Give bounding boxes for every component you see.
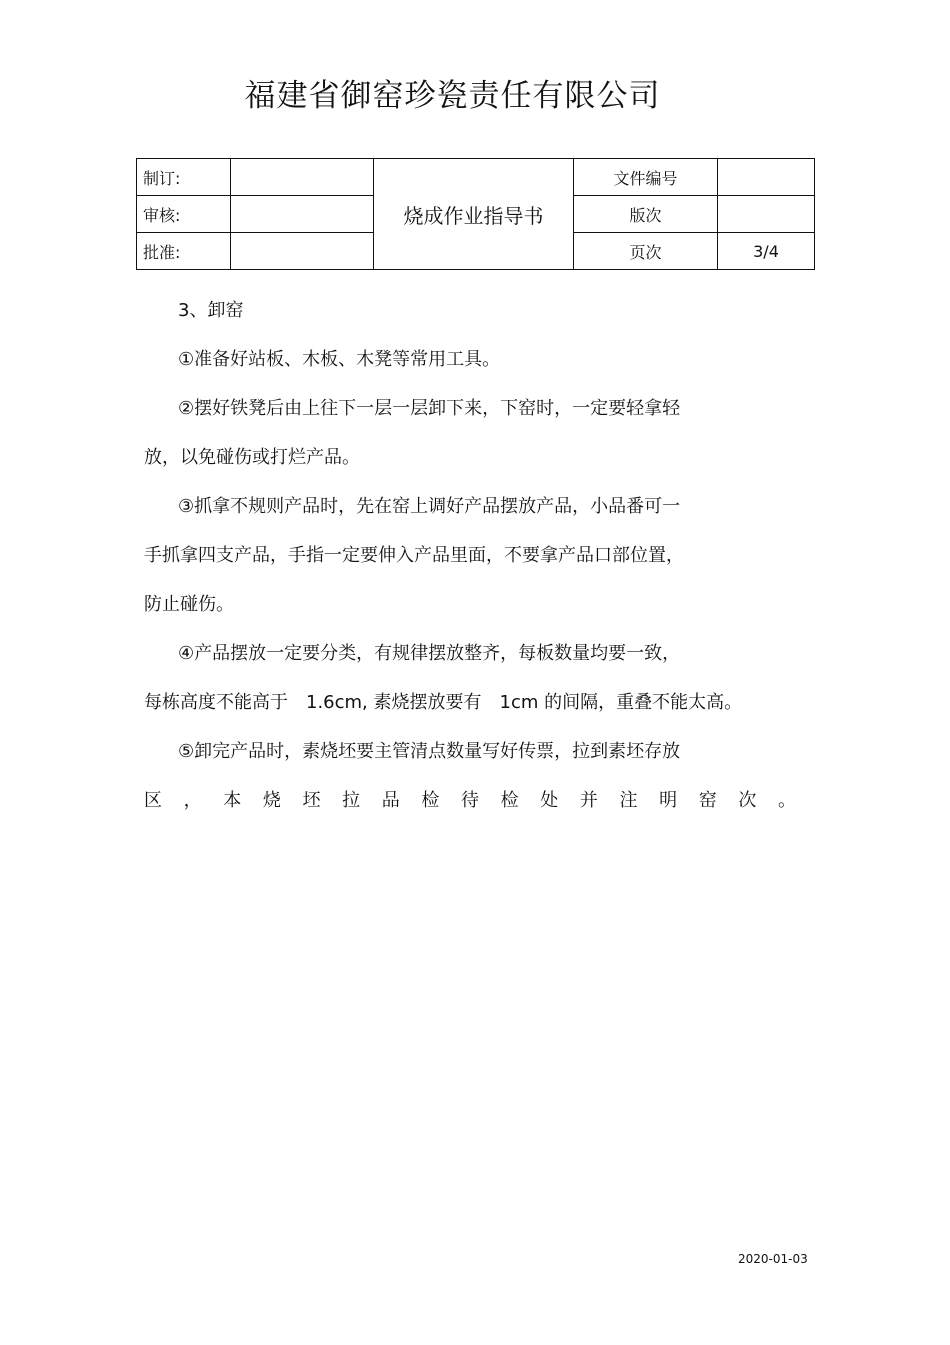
step-3-text-continued: 手抓拿四支产品，手指一定要伸入产品里面，不要拿产品口部位置， bbox=[144, 545, 684, 566]
step-5-char: 本 bbox=[223, 790, 242, 811]
page-label: 页次 bbox=[574, 233, 718, 270]
step-5-char: 处 bbox=[540, 790, 559, 811]
step-5-char: 拉 bbox=[342, 790, 361, 811]
document-title: 烧成作业指导书 bbox=[374, 159, 574, 270]
step-5-char: 并 bbox=[579, 790, 598, 811]
step-5-char: 明 bbox=[659, 790, 678, 811]
step-4-text-continued: 每栋高度不能高于 1.6cm, 素烧摆放要有 1cm 的间隔，重叠不能太高。 bbox=[144, 692, 743, 713]
step-5-char: 次 bbox=[738, 790, 757, 811]
drafted-by-label: 制订: bbox=[137, 159, 231, 196]
step-5-text: ⑤卸完产品时，素烧坯要主管清点数量写好传票，拉到素坯存放 bbox=[178, 741, 681, 762]
step-5-char: 坯 bbox=[302, 790, 321, 811]
reviewed-by-label: 审核: bbox=[137, 196, 231, 233]
step-5-char: 待 bbox=[461, 790, 479, 811]
section-heading: 3、卸窑 bbox=[178, 300, 244, 321]
file-number-value bbox=[718, 159, 815, 196]
step-5-char: 区 bbox=[144, 790, 162, 811]
step-1-text: ①准备好站板、木板、木凳等常用工具。 bbox=[178, 349, 501, 370]
step-2-text-continued: 放，以免碰伤或打烂产品。 bbox=[144, 447, 360, 468]
step-5-char: 注 bbox=[619, 790, 638, 811]
step-5-char: ， bbox=[183, 790, 202, 811]
page-value: 3/4 bbox=[718, 233, 815, 270]
revision-value bbox=[718, 196, 815, 233]
revision-label: 版次 bbox=[574, 196, 718, 233]
step-5-char: 烧 bbox=[262, 790, 281, 811]
approved-by-value bbox=[231, 233, 374, 270]
step-5-char: 。 bbox=[778, 790, 796, 811]
file-number-label: 文件编号 bbox=[574, 159, 718, 196]
step-5-char: 检 bbox=[421, 790, 440, 811]
approved-by-label: 批准: bbox=[137, 233, 231, 270]
step-3-text: ③抓拿不规则产品时，先在窑上调好产品摆放产品，小品番可一 bbox=[178, 496, 681, 517]
step-4-text: ④产品摆放一定要分类，有规律摆放整齐，每板数量均要一致， bbox=[178, 643, 681, 664]
document-header-table bbox=[136, 158, 815, 270]
header-row-drafted bbox=[137, 159, 815, 196]
step-5-char: 窑 bbox=[698, 790, 717, 811]
step-5-char: 检 bbox=[500, 790, 519, 811]
company-title: 福建省御窑珍瓷责任有限公司 bbox=[244, 78, 661, 114]
step-3-text-end: 防止碰伤。 bbox=[144, 594, 234, 615]
reviewed-by-value bbox=[231, 196, 374, 233]
document-body bbox=[144, 291, 814, 830]
step-5-char: 品 bbox=[381, 790, 400, 811]
footer-date: 2020-01-03 bbox=[738, 1252, 808, 1266]
step-2-text: ②摆好铁凳后由上往下一层一层卸下来，下窑时，一定要轻拿轻 bbox=[178, 398, 681, 419]
step-5-text-continued bbox=[144, 781, 796, 830]
drafted-by-value bbox=[231, 159, 374, 196]
